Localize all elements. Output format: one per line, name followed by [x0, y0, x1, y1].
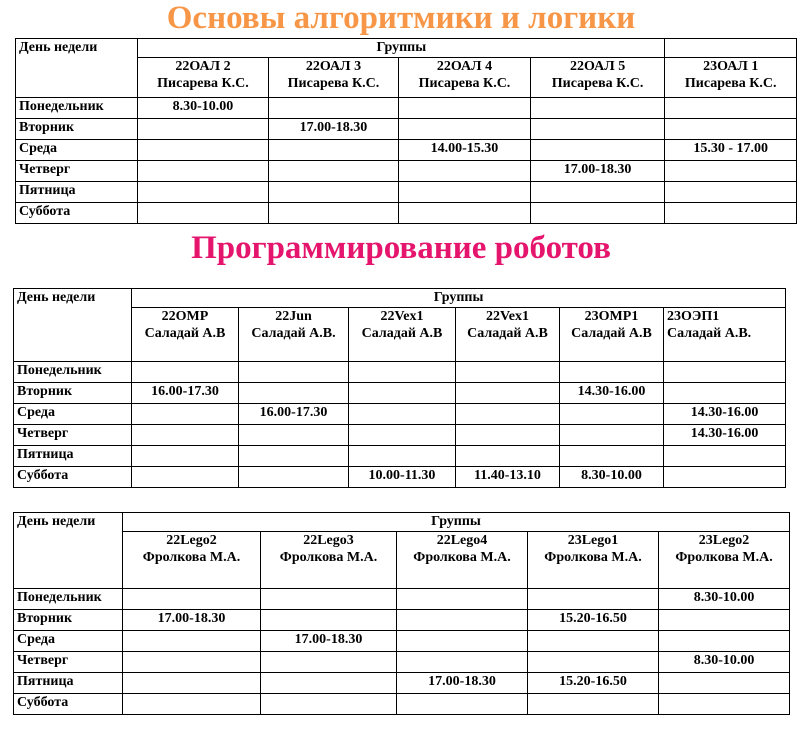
table-row [14, 383, 786, 404]
schedule-cell [399, 203, 531, 224]
table-row [16, 98, 797, 119]
schedule-cell [397, 652, 528, 673]
table-row [14, 610, 790, 631]
group-header: 23Lego2 Фролкова М.А. [659, 532, 790, 589]
schedule-cell: 17.00-18.30 [123, 610, 261, 631]
schedule-cell [349, 446, 456, 467]
schedule-cell [560, 446, 664, 467]
schedule-cell: 14.30-16.00 [664, 404, 786, 425]
schedule-cell [530, 203, 665, 224]
schedule-cell: 14.30-16.00 [560, 383, 664, 404]
schedule-cell [664, 383, 786, 404]
day-label: Пятница [16, 182, 138, 203]
table-row [14, 673, 790, 694]
schedule-cell [138, 203, 269, 224]
schedule-cell: 16.00-17.30 [239, 404, 349, 425]
schedule-cell [528, 631, 659, 652]
schedule-cell [456, 425, 560, 446]
schedule-cell: 11.40-13.10 [456, 467, 560, 488]
schedule-cell [528, 589, 659, 610]
day-header: День недели [14, 513, 123, 589]
schedule-cell [123, 589, 261, 610]
schedule-cell [132, 362, 239, 383]
schedule-cell: 15.20-16.50 [528, 673, 659, 694]
schedule-cell [239, 362, 349, 383]
schedule-cell [349, 404, 456, 425]
group-header: 22Lego2 Фролкова М.А. [123, 532, 261, 589]
group-header: 23ОМР1 Саладай А.В [560, 308, 664, 362]
schedule-cell [397, 631, 528, 652]
schedule-cell [268, 98, 399, 119]
schedule-cell [528, 652, 659, 673]
schedule-cell [664, 362, 786, 383]
day-label: Четверг [14, 652, 123, 673]
schedule-cell [268, 203, 399, 224]
day-label: Четверг [16, 161, 138, 182]
day-label: Среда [14, 404, 132, 425]
schedule-cell [665, 98, 797, 119]
schedule-cell [261, 610, 397, 631]
schedule-cell [132, 425, 239, 446]
schedule-table-robotics [13, 288, 786, 488]
table-row [14, 446, 786, 467]
schedule-cell [659, 631, 790, 652]
schedule-cell: 8.30-10.00 [138, 98, 269, 119]
schedule-cell [261, 673, 397, 694]
schedule-cell [456, 404, 560, 425]
day-label: Понедельник [14, 589, 123, 610]
table-row [14, 694, 790, 715]
schedule-cell [456, 446, 560, 467]
day-label: Пятница [14, 446, 132, 467]
table-row [14, 631, 790, 652]
schedule-cell [349, 383, 456, 404]
schedule-cell [530, 140, 665, 161]
schedule-cell [665, 119, 797, 140]
group-header: 22Lego3 Фролкова М.А. [261, 532, 397, 589]
table-row [14, 589, 790, 610]
table-row [14, 425, 786, 446]
schedule-cell [530, 182, 665, 203]
day-label: Среда [14, 631, 123, 652]
day-label: Среда [16, 140, 138, 161]
schedule-cell [397, 694, 528, 715]
empty-header-cell [665, 39, 797, 58]
day-header: День недели [14, 289, 132, 362]
schedule-cell [268, 182, 399, 203]
day-header: День недели [16, 39, 138, 98]
groups-header: Группы [138, 39, 665, 58]
schedule-cell: 8.30-10.00 [659, 652, 790, 673]
schedule-cell [349, 425, 456, 446]
schedule-cell [664, 467, 786, 488]
day-label: Пятница [14, 673, 123, 694]
schedule-cell [659, 673, 790, 694]
table-row [14, 467, 786, 488]
group-header: 22ОАЛ 2 Писарева К.С. [138, 58, 269, 98]
schedule-cell: 15.20-16.50 [528, 610, 659, 631]
schedule-cell [665, 182, 797, 203]
schedule-cell: 14.30-16.00 [664, 425, 786, 446]
table-row [16, 161, 797, 182]
day-label: Четверг [14, 425, 132, 446]
schedule-cell: 15.30 - 17.00 [665, 140, 797, 161]
table-row [16, 203, 797, 224]
table-row [14, 362, 786, 383]
schedule-cell [530, 98, 665, 119]
schedule-cell [399, 98, 531, 119]
day-label: Вторник [16, 119, 138, 140]
day-label: Суббота [14, 694, 123, 715]
schedule-cell [664, 446, 786, 467]
group-header: 22Jun Саладай А.В. [239, 308, 349, 362]
schedule-cell [665, 161, 797, 182]
schedule-cell [268, 161, 399, 182]
schedule-table-lego [13, 512, 790, 715]
group-header: 22Lego4 Фролкова М.А. [397, 532, 528, 589]
schedule-cell [132, 467, 239, 488]
schedule-cell [138, 182, 269, 203]
schedule-cell: 10.00-11.30 [349, 467, 456, 488]
table-row [16, 140, 797, 161]
section1-title: Основы алгоритмики и логики [166, 0, 636, 36]
schedule-cell [261, 589, 397, 610]
section2-title: Программирование роботов [191, 230, 611, 266]
schedule-cell [399, 119, 531, 140]
table-row [14, 404, 786, 425]
schedule-cell [138, 140, 269, 161]
schedule-cell: 17.00-18.30 [261, 631, 397, 652]
schedule-cell: 14.00-15.30 [399, 140, 531, 161]
schedule-cell [397, 589, 528, 610]
schedule-cell [530, 119, 665, 140]
schedule-cell: 8.30-10.00 [560, 467, 664, 488]
table-row [14, 652, 790, 673]
group-header: 22ОАЛ 4 Писарева К.С. [399, 58, 531, 98]
schedule-cell [261, 694, 397, 715]
schedule-cell [528, 694, 659, 715]
day-label: Понедельник [16, 98, 138, 119]
schedule-cell [659, 694, 790, 715]
group-header: 23ОАЛ 1 Писарева К.С. [665, 58, 797, 98]
schedule-cell [268, 140, 399, 161]
schedule-cell [138, 161, 269, 182]
schedule-cell [123, 673, 261, 694]
schedule-cell [138, 119, 269, 140]
day-label: Суббота [16, 203, 138, 224]
group-header: 22Vex1 Саладай А.В [349, 308, 456, 362]
group-header: 22ОАЛ 3 Писарева К.С. [268, 58, 399, 98]
day-label: Вторник [14, 610, 123, 631]
schedule-cell [560, 425, 664, 446]
group-header: 22ОМР Саладай А.В [132, 308, 239, 362]
schedule-cell [239, 383, 349, 404]
day-label: Суббота [14, 467, 132, 488]
day-label: Понедельник [14, 362, 132, 383]
schedule-cell: 17.00-18.30 [397, 673, 528, 694]
schedule-cell [665, 203, 797, 224]
schedule-table-algorithmics [15, 38, 797, 224]
group-header: 23ОЭП1 Саладай А.В. [664, 308, 786, 362]
schedule-cell [123, 694, 261, 715]
schedule-cell [456, 362, 560, 383]
schedule-cell [239, 425, 349, 446]
schedule-cell [560, 362, 664, 383]
schedule-cell [239, 446, 349, 467]
day-label: Вторник [14, 383, 132, 404]
schedule-cell [456, 383, 560, 404]
schedule-cell [560, 404, 664, 425]
schedule-cell [123, 631, 261, 652]
schedule-cell [399, 182, 531, 203]
schedule-cell [349, 362, 456, 383]
group-header: 23Lego1 Фролкова М.А. [528, 532, 659, 589]
schedule-cell [261, 652, 397, 673]
schedule-cell [123, 652, 261, 673]
schedule-cell: 16.00-17.30 [132, 383, 239, 404]
table-row [16, 119, 797, 140]
schedule-cell [239, 467, 349, 488]
groups-header: Группы [123, 513, 790, 532]
schedule-cell: 17.00-18.30 [530, 161, 665, 182]
group-header: 22Vex1 Саладай А.В [456, 308, 560, 362]
table-row [16, 182, 797, 203]
schedule-cell [397, 610, 528, 631]
schedule-cell [132, 404, 239, 425]
schedule-cell: 17.00-18.30 [268, 119, 399, 140]
schedule-cell: 8.30-10.00 [659, 589, 790, 610]
group-header: 22ОАЛ 5 Писарева К.С. [530, 58, 665, 98]
schedule-cell [132, 446, 239, 467]
schedule-cell [659, 610, 790, 631]
schedule-cell [399, 161, 531, 182]
groups-header: Группы [132, 289, 786, 308]
